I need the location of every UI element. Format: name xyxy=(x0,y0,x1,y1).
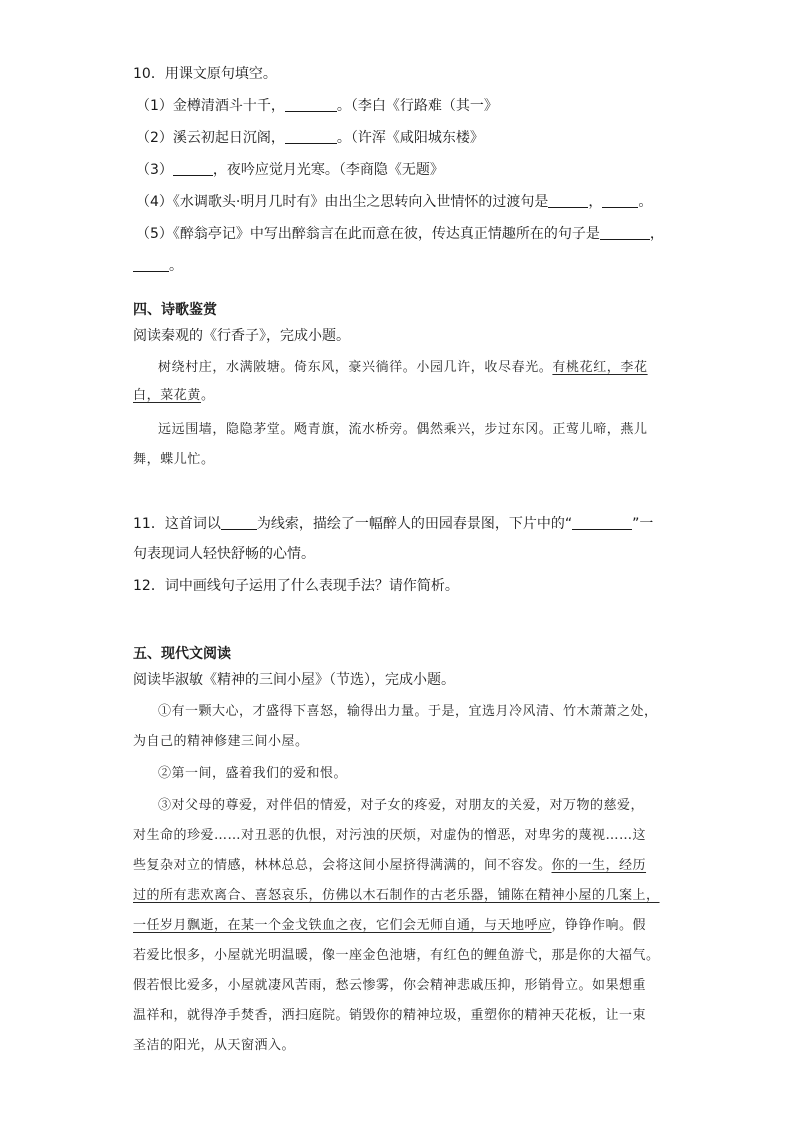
question-10-item-1 xyxy=(136,96,498,116)
question-10-item-4 xyxy=(136,192,652,212)
paragraph-3-line-7: 假若恨比爱多，小屋就凄风苦雨，愁云惨雾，你会精神悲戚压抑，形销骨立。如果想重 xyxy=(133,978,647,993)
item-4-end: 。 xyxy=(638,194,653,210)
underlined-text: 一任岁月飘逝，在某一个金戈铁血之夜，它们会无师自通，与天地呼应 xyxy=(133,918,552,933)
section-5-heading: 五、现代文阅读 xyxy=(133,646,231,662)
paragraph-3-line-4: 过的所有悲欢离合、喜怒哀乐，仿佛以木石制作的古老乐器，铺陈在精神小屋的几案上， xyxy=(133,888,660,903)
question-10-item-2 xyxy=(136,128,484,148)
answer-blank[interactable] xyxy=(285,97,337,112)
paragraph-text: 些复杂对立的情感，林林总总，会将这间小屋挤得满满的，间不容发。 xyxy=(133,858,552,873)
answer-blank[interactable] xyxy=(548,193,588,208)
question-10-item-3 xyxy=(136,160,444,180)
poem-text: 。 xyxy=(201,388,215,403)
poem-line-4: 舞，蝶儿忙。 xyxy=(133,452,215,467)
answer-blank[interactable] xyxy=(133,257,169,272)
item-1-text: （1）金樽清酒斗十千， xyxy=(136,98,285,114)
question-10-item-5 xyxy=(136,224,664,244)
underlined-text: 你的一生，经历 xyxy=(551,858,647,873)
answer-blank[interactable] xyxy=(600,225,650,240)
poem-line-1 xyxy=(158,358,648,378)
question-11-text: ”一 xyxy=(632,516,654,532)
question-11 xyxy=(133,514,653,534)
paragraph-text: ，铮铮作响。假 xyxy=(551,918,647,933)
item-5-text: （5）《醉翁亭记》中写出醉翁言在此而意在彼，传达真正情趣所在的句子是 xyxy=(136,226,600,242)
poem-line-3: 远远围墙，隐隐茅堂。飏青旗，流水桥旁。偶然乘兴，步过东冈。正莺儿啼，燕儿 xyxy=(158,422,648,437)
answer-blank[interactable] xyxy=(221,515,257,530)
question-12: 12．词中画线句子运用了什么表现手法？请作简析。 xyxy=(133,578,459,594)
poem-line-2 xyxy=(133,386,215,406)
answer-blank[interactable] xyxy=(285,129,337,144)
poem-text: 树绕村庄，水满陂塘。倚东风，豪兴徜徉。小园几许，收尽春光。 xyxy=(158,360,553,375)
item-3-text: ，夜吟应觉月光寒。（李商隐《无题》 xyxy=(212,162,444,178)
answer-blank[interactable] xyxy=(602,193,638,208)
paragraph-3-line-6: 若爱比恨多，小屋就光明温暖，像一座金色池塘，有红色的鲤鱼游弋，那是你的大福气。 xyxy=(133,948,660,963)
paragraph-3-line-1: ③对父母的尊爱，对伴侣的情爱，对子女的疼爱，对朋友的关爱，对万物的慈爱， xyxy=(158,798,645,813)
paragraph-2: ②第一间，盛着我们的爱和恨。 xyxy=(158,766,348,781)
paragraph-1-line-2: 为自己的精神修建三间小屋。 xyxy=(133,734,309,749)
poem-underlined-text: 有桃花红，李花 xyxy=(552,360,648,375)
paragraph-3-line-5 xyxy=(133,916,646,936)
answer-blank[interactable] xyxy=(173,161,213,176)
paragraph-1-line-1: ①有一颗大心，才盛得下喜怒，输得出力量。于是，宜选月冷风清、竹木萧萧之处， xyxy=(158,704,658,719)
question-11-text: 为线索，描绘了一幅醉人的田园春景图，下片中的“ xyxy=(256,516,573,532)
paragraph-3-line-8: 温祥和，就得净手焚香，洒扫庭院。销毁你的精神垃圾，重塑你的精神天花板，让一束 xyxy=(133,1008,647,1023)
poem-underlined-text: 白，菜花黄 xyxy=(133,388,202,403)
item-2-source: 。（许浑《咸阳城东楼》 xyxy=(336,130,484,146)
question-10-item-5-cont xyxy=(133,256,183,276)
paragraph-3-line-9: 圣洁的阳光，从天窗洒入。 xyxy=(133,1038,296,1053)
paragraph-3-line-3 xyxy=(133,856,646,876)
section-4-intro: 阅读秦观的《行香子》，完成小题。 xyxy=(133,328,350,344)
item-1-source: 。（李白《行路难（其一》 xyxy=(336,98,498,114)
answer-blank[interactable] xyxy=(572,515,632,530)
paragraph-3-line-2: 对生命的珍爱……对丑恶的仇恨，对污浊的厌烦，对虚伪的憎恶，对卑劣的蔑视……这 xyxy=(133,828,647,843)
item-4-text: （4）《水调歌头·明月几时有》由出尘之思转向入世情怀的过渡句是 xyxy=(136,194,549,210)
section-5-intro: 阅读毕淑敏《精神的三间小屋》（节选），完成小题。 xyxy=(133,672,455,688)
item-3-prefix: （3） xyxy=(136,162,173,178)
item-2-text: （2）溪云初起日沉阁， xyxy=(136,130,285,146)
question-11-cont: 句表现词人轻快舒畅的心情。 xyxy=(133,546,315,562)
item-5-end: 。 xyxy=(169,258,183,274)
question-10-title: 10．用课文原句填空。 xyxy=(133,66,277,82)
section-4-heading: 四、诗歌鉴赏 xyxy=(133,302,217,318)
question-11-text: 11．这首词以 xyxy=(133,516,221,532)
item-4-comma: ， xyxy=(588,194,603,210)
item-5-comma: ， xyxy=(649,226,664,242)
